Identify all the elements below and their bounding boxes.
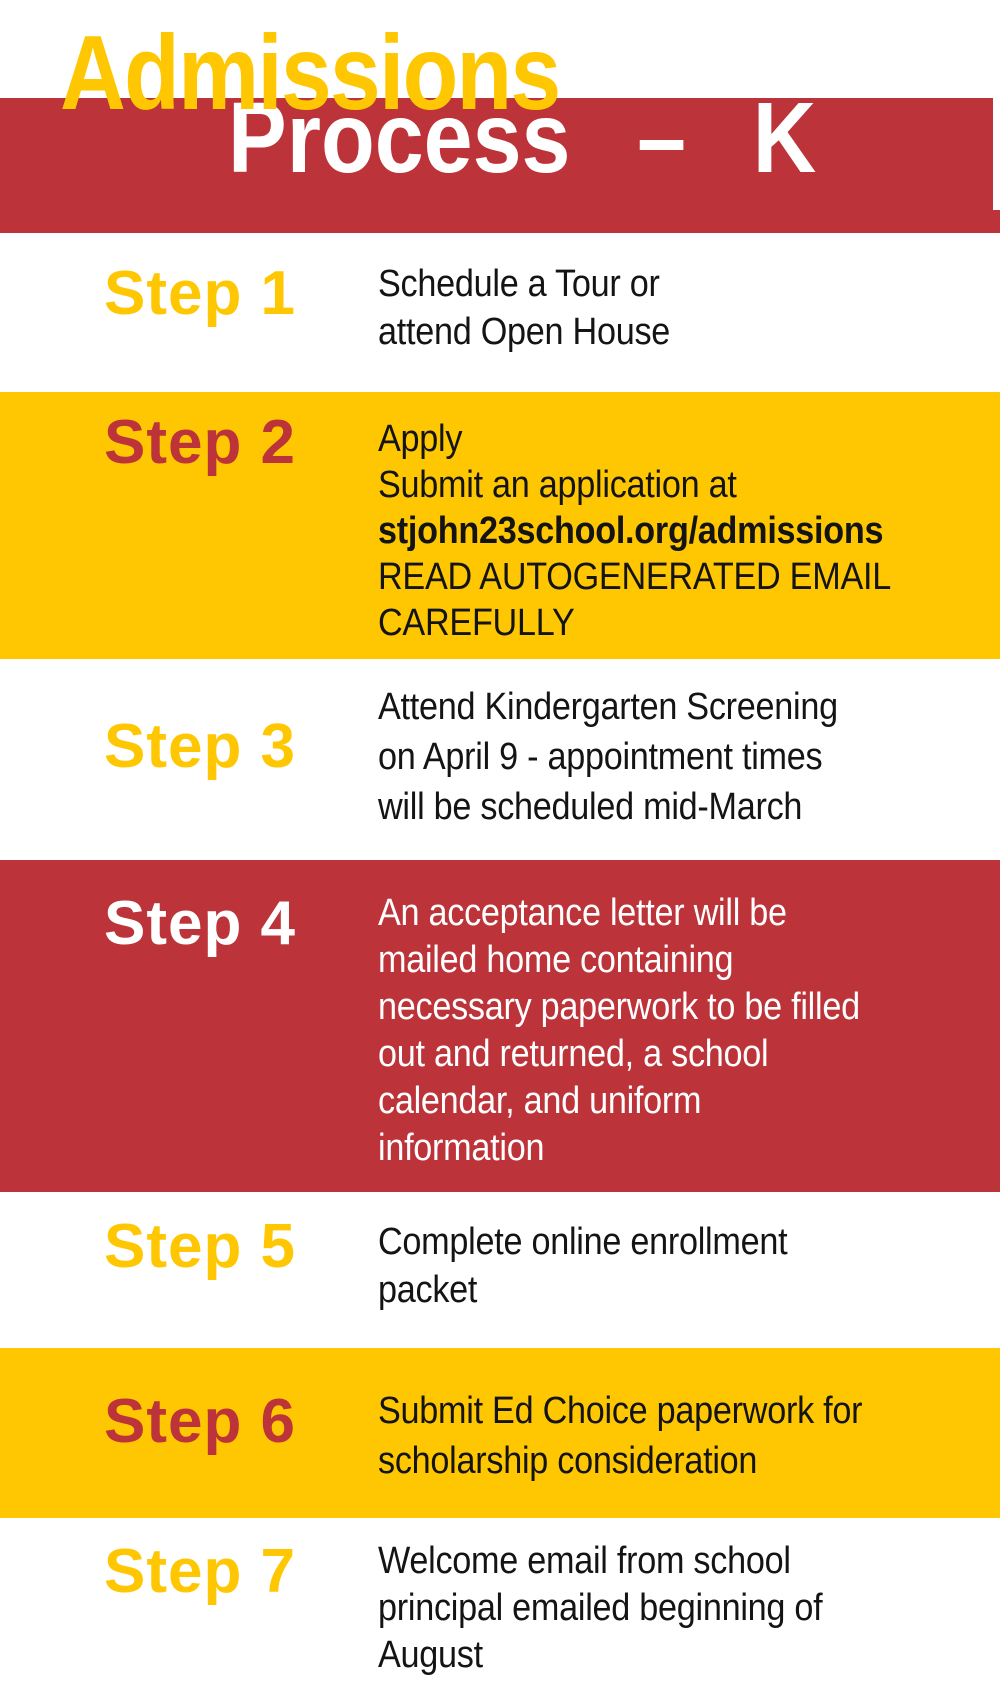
step-4-text-line-2: mailed home containing bbox=[378, 939, 734, 981]
step-4-text bbox=[378, 890, 938, 1172]
step-6-text-line-1: Submit Ed Choice paperwork for bbox=[378, 1390, 863, 1432]
step-3-label: Step 3 bbox=[103, 712, 297, 781]
step-6-label: Step 6 bbox=[103, 1387, 297, 1456]
step-1-text-line-2: attend Open House bbox=[378, 311, 671, 353]
step-4-text-line-5: calendar, and uniform bbox=[378, 1080, 702, 1122]
step-1-label: Step 1 bbox=[103, 259, 297, 328]
step-4-text-line-3: necessary paperwork to be filled bbox=[378, 986, 860, 1028]
step-3-text-line-2: on April 9 - appointment times bbox=[378, 736, 823, 778]
step-6-text-line-2: scholarship consideration bbox=[378, 1440, 758, 1482]
step-4-text-line-4: out and returned, a school bbox=[378, 1033, 769, 1075]
step-4-label: Step 4 bbox=[103, 889, 297, 958]
step-3-text bbox=[378, 682, 938, 832]
step-5-label: Step 5 bbox=[103, 1212, 297, 1281]
step-4-text-line-6: information bbox=[378, 1127, 545, 1169]
step-1-text bbox=[378, 260, 938, 356]
step-2-text-line-2: Submit an application at bbox=[378, 464, 737, 506]
step-2-text-line-1: Apply bbox=[378, 418, 463, 460]
step-5-text-line-2: packet bbox=[378, 1269, 478, 1311]
step-2-text-line-5: CAREFULLY bbox=[378, 602, 575, 644]
step-2-admissions-url: stjohn23school.org/admissions bbox=[378, 510, 884, 552]
step-2-text bbox=[378, 416, 938, 646]
poster-title-process-k: Process – K bbox=[228, 82, 817, 194]
step-2-label: Step 2 bbox=[103, 408, 297, 477]
step-3-text-line-3: will be scheduled mid-March bbox=[378, 786, 803, 828]
step-4-text-line-1: An acceptance letter will be bbox=[378, 892, 787, 934]
poster-title-admissions: Admissions bbox=[60, 14, 560, 132]
step-2-text-line-4: READ AUTOGENERATED EMAIL bbox=[378, 556, 891, 598]
step-5-text-line-1: Complete online enrollment bbox=[378, 1221, 788, 1263]
step-7-label: Step 7 bbox=[103, 1537, 297, 1606]
step-7-text bbox=[378, 1538, 938, 1679]
step-6-text bbox=[378, 1386, 938, 1486]
step-5-text bbox=[378, 1218, 938, 1314]
step-7-text-line-1: Welcome email from school bbox=[378, 1540, 791, 1582]
step-7-text-line-3: August bbox=[378, 1634, 483, 1676]
step-1-text-line-1: Schedule a Tour or bbox=[378, 263, 660, 305]
step-3-text-line-1: Attend Kindergarten Screening bbox=[378, 686, 838, 728]
step-7-text-line-2: principal emailed beginning of bbox=[378, 1587, 823, 1629]
header-white-sliver bbox=[993, 98, 1000, 210]
